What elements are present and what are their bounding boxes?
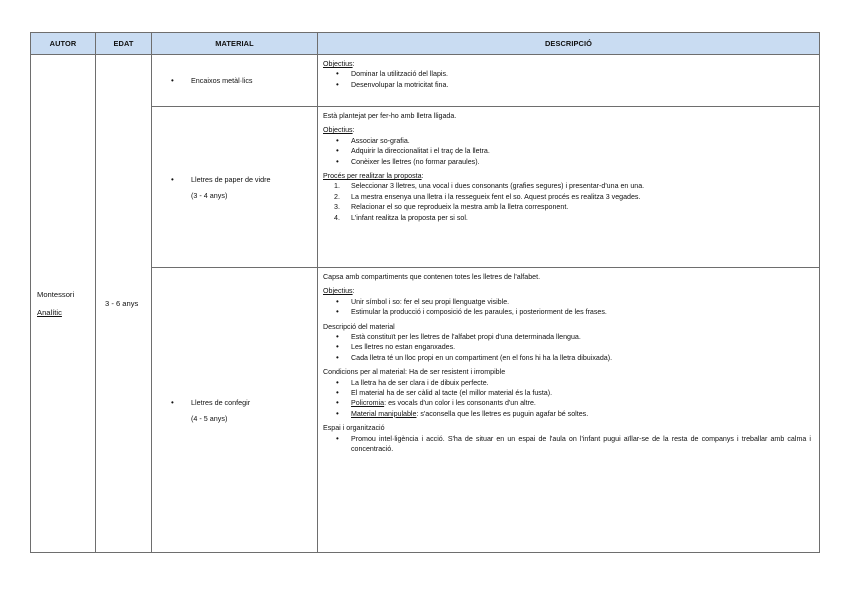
conditions-list bbox=[323, 378, 813, 420]
list-item: • Estimular la producció i composició de les paraules, i posteriorment de les frases. bbox=[323, 307, 813, 317]
description-cell: Capsa amb compartiments que contenen totes les lletres de l'alfabet. Objectius: • Unir símbol i so: fer el seu propi llenguatge visible. • Estimular la producció i composició de les paraules, i posteriorment de les frases. Descripció del material • Està constituït per les lletres de l'alfabet propi d'una determinada llengua. • Les lletres no estan enganxades. • Cada lletra té un lloc propi en un compartiment (en el fons hi ha la lletra dibuixada). Condicions per al material: Ha de ser resistent i irrompible • La lletra ha de ser clara i de dibuix perfecte. • El material ha de ser càlid al tacte (el millor material és la fusta). • Policromia: es vocals d'un color i les consonants d'un altre. • Material manipulable: s'aconsella que les lletres es puguin agafar bé soltes. Espai i organització • Promou intel·ligència i acció. S'ha de situar en un espai de l'aula on l'infant pugui aïllar-se de la resta de companys i treballar amb calma i concentració. bbox=[318, 268, 820, 553]
header-row bbox=[31, 33, 820, 55]
bullet-icon: • bbox=[171, 174, 174, 184]
list-item: • Unir símbol i so: fer el seu propi llenguatge visible. bbox=[323, 297, 813, 307]
activities-table bbox=[30, 32, 820, 553]
table-row bbox=[31, 55, 820, 107]
header-autor: AUTOR bbox=[31, 33, 96, 55]
list-item: • Material manipulable: s'aconsella que les lletres es puguin agafar bé soltes. bbox=[323, 409, 813, 419]
list-item: 3. Relacionar el so que reprodueix la mestra amb la lletra corresponent. bbox=[334, 203, 569, 212]
list-item: • Conèixer les lletres (no formar paraules). bbox=[323, 157, 813, 167]
autor-cell bbox=[31, 55, 96, 553]
bullet-icon: • bbox=[171, 397, 174, 407]
proces-list bbox=[323, 181, 813, 223]
description-cell: Està plantejat per fer-ho amb lletra lligada. Objectius: • Associar so-grafia. • Adquirir la direccionalitat i el traç de la lletra. • Conèixer les lletres (no formar paraules). Procés per realitzar la proposta: 1. Seleccionar 3 lletres, una vocal i dues consonants (grafies segures) i presentar-d'una en una. 2. La mestra ensenya una lletra i la ressegueix fent el so. Aquest procés es realitza 3 vegades. 3. Relacionar el so que reprodueix la mestra amb la lletra corresponent. 4. L'infant realitza la proposta per si sol. bbox=[318, 107, 820, 268]
space-list bbox=[323, 434, 813, 455]
material-description-list bbox=[323, 332, 813, 363]
list-item: • La lletra ha de ser clara i de dibuix perfecte. bbox=[323, 378, 813, 388]
description-intro: Està plantejat per fer-ho amb lletra lligada. bbox=[323, 112, 457, 120]
list-item: • Dominar la utilització del llapis. bbox=[323, 69, 813, 79]
material-label: Lletres de confegir bbox=[191, 397, 251, 407]
objectius-title: Objectius bbox=[323, 287, 353, 296]
material-cell bbox=[152, 107, 318, 268]
list-item: • Les lletres no estan enganxades. bbox=[323, 342, 813, 352]
header-edat: EDAT bbox=[96, 33, 152, 55]
description-cell: Objectius: • Dominar la utilització del llapis. • Desenvolupar la motricitat fina. bbox=[318, 55, 820, 107]
material-label: Encaixos metàl·lics bbox=[191, 76, 253, 85]
material-cell bbox=[152, 268, 318, 553]
conditions-title: Condicions per al material: Ha de ser resistent i irrompible bbox=[323, 368, 506, 377]
objectius-title: Objectius bbox=[323, 60, 353, 68]
material-age: (4 - 5 anys) bbox=[191, 413, 228, 423]
header-descripcio: DESCRIPCIÓ bbox=[318, 33, 820, 55]
material-cell bbox=[152, 55, 318, 107]
list-item: 1. Seleccionar 3 lletres, una vocal i dues consonants (grafies segures) i presentar-d'una en una. bbox=[334, 182, 645, 191]
autor-name: Montessori bbox=[37, 290, 75, 299]
list-item: • Desenvolupar la motricitat fina. bbox=[323, 80, 813, 90]
material-description-title: Descripció del material bbox=[323, 322, 395, 331]
list-item: • Promou intel·ligència i acció. S'ha de situar en un espai de l'aula on l'infant pugui aïllar-se de la resta de companys i treballar amb calma i concentració. bbox=[323, 434, 813, 455]
list-item: • Està constituït per les lletres de l'alfabet propi d'una determinada llengua. bbox=[323, 332, 813, 342]
material-label: Lletres de paper de vidre bbox=[191, 174, 271, 184]
header-material: MATERIAL bbox=[152, 33, 318, 55]
list-item: 4. L'infant realitza la proposta per si sol. bbox=[334, 213, 468, 222]
objectius-title: Objectius bbox=[323, 126, 353, 135]
material-age: (3 - 4 anys) bbox=[191, 190, 228, 200]
list-item: 2. La mestra ensenya una lletra i la ressegueix fent el so. Aquest procés es realitza 3 vegades. bbox=[334, 192, 641, 201]
document-page bbox=[30, 32, 819, 553]
list-item: • Policromia: es vocals d'un color i les consonants d'un altre. bbox=[323, 398, 813, 408]
description-intro: Capsa amb compartiments que contenen totes les lletres de l'alfabet. bbox=[323, 273, 541, 281]
list-item: • El material ha de ser càlid al tacte (el millor material és la fusta). bbox=[323, 388, 813, 398]
objectius-list bbox=[323, 69, 813, 90]
proces-title: Procés per realitzar la proposta bbox=[323, 172, 422, 181]
autor-subtitle: Analític bbox=[37, 308, 62, 317]
list-item: • Cada lletra té un lloc propi en un compartiment (en el fons hi ha la lletra dibuixada). bbox=[323, 353, 813, 363]
space-title: Espai i organització bbox=[323, 424, 385, 433]
objectius-list bbox=[323, 297, 813, 318]
list-item: • Associar so-grafia. bbox=[323, 136, 813, 146]
bullet-icon: • bbox=[171, 76, 174, 85]
edat-cell: 3 - 6 anys bbox=[96, 55, 152, 553]
objectius-list bbox=[323, 136, 813, 167]
list-item: • Adquirir la direccionalitat i el traç de la lletra. bbox=[323, 146, 813, 156]
